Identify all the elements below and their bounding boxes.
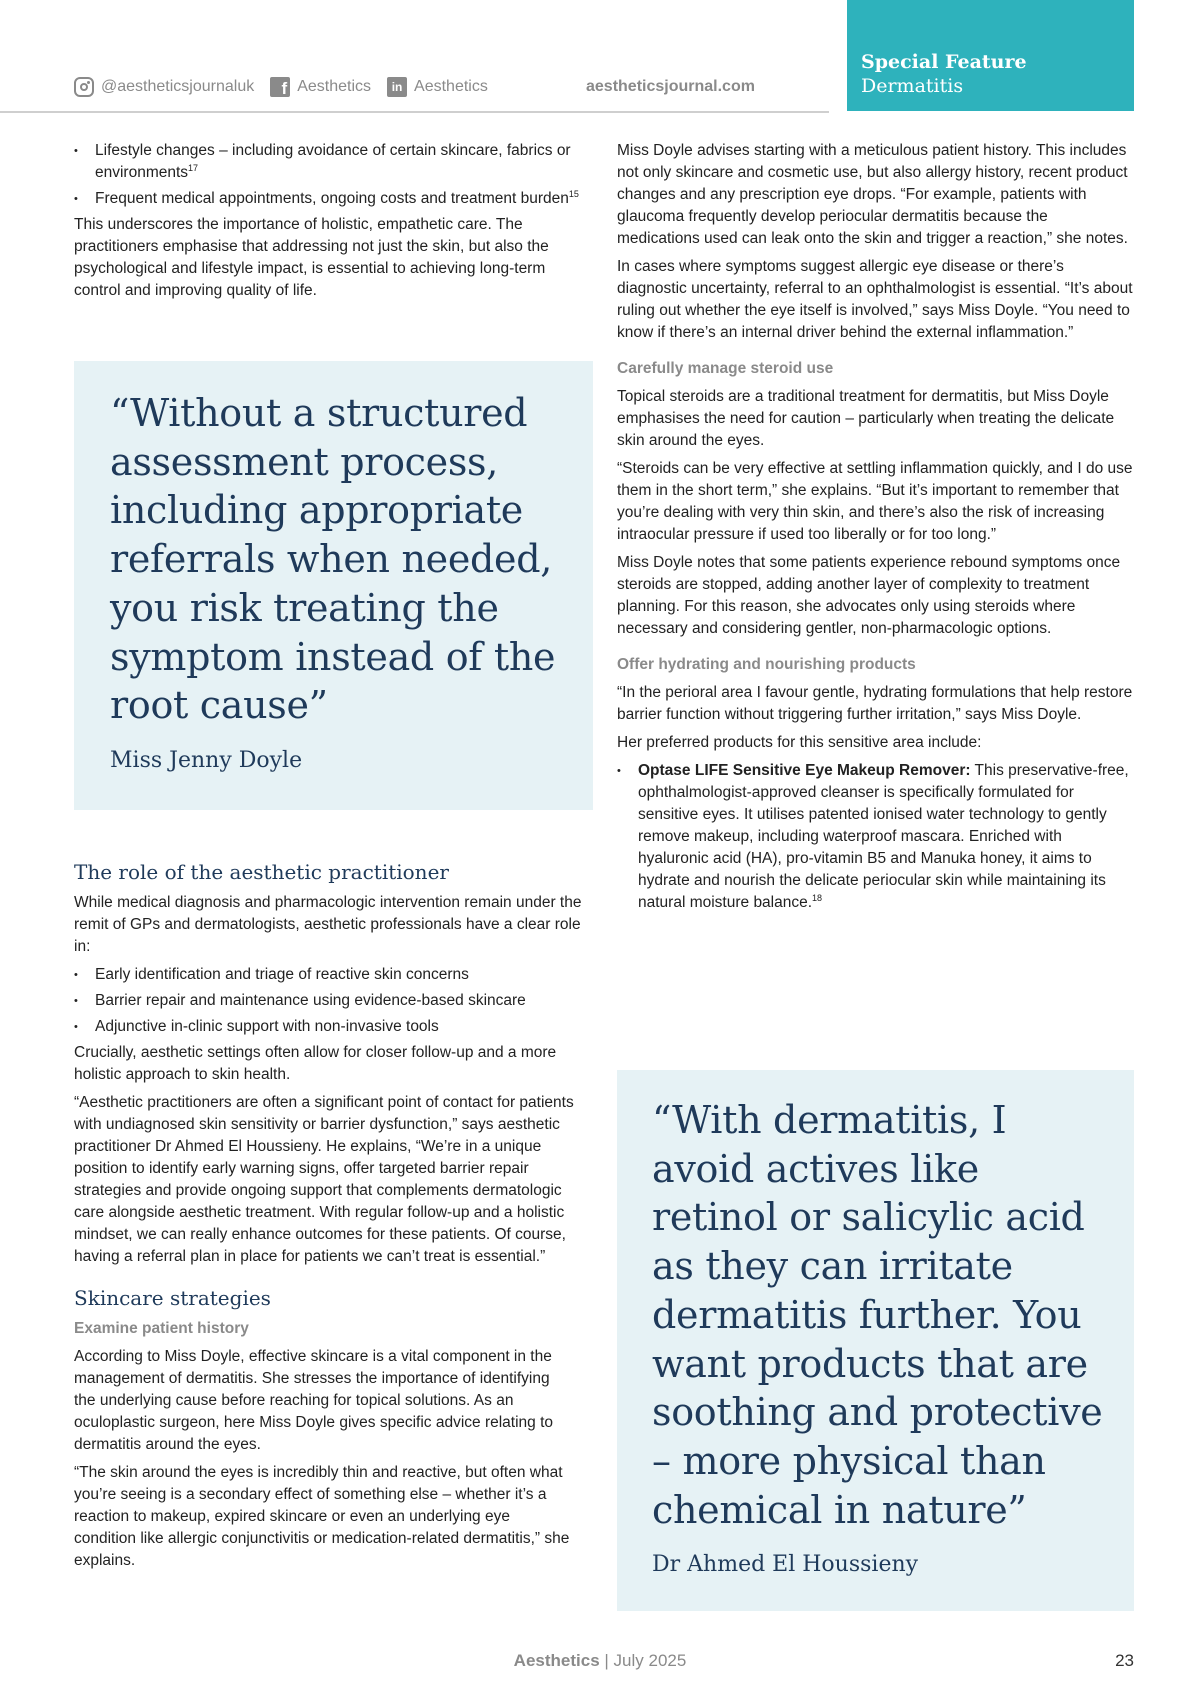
issue-date: July 2025: [613, 1651, 687, 1670]
pull-quote-doyle: [74, 361, 593, 810]
header-divider: [0, 111, 829, 113]
paragraph-crucially: Crucially, aesthetic settings often allow for closer follow-up and a more holistic approach to skin health.: [74, 1044, 557, 1083]
pull-quote-author: Dr Ahmed El Houssieny: [652, 1552, 919, 1578]
paragraph-holistic: This underscores the importance of holistic, empathetic care. The practitioners emphasise that addressing not just the skin, but also the psychological and lifestyle impact, is essential to achieving long-term control and improving quality of life.: [74, 216, 549, 299]
list-item: • Frequent medical appointments, ongoing costs and treatment burden$^{15}$: [74, 188, 589, 210]
feature-topic: Dermatitis: [861, 75, 964, 97]
paragraph-referral: In cases where symptoms suggest allergic eye disease or there’s diagnostic uncertainty, referral to an ophthalmologist is essential. “It’s about ruling out whether the eye itself is involved,” says Miss Doyle. “You need to know if there’s an internal driver behind the external inflammation.”: [617, 258, 1133, 341]
linkedin-handle: Aesthetics: [414, 78, 488, 95]
pull-quote-author: Miss Jenny Doyle: [110, 747, 303, 773]
list-item: • Early identification and triage of reactive skin concerns: [74, 964, 592, 986]
magazine-name: Aesthetics: [513, 1651, 600, 1670]
feature-label: Special Feature: [861, 51, 1027, 73]
list-item: • Adjunctive in-clinic support with non-invasive tools: [74, 1016, 592, 1038]
paragraph-preferred: Her preferred products for this sensitive area include:: [617, 734, 982, 751]
right-column: [617, 140, 1134, 918]
linkedin-link[interactable]: [387, 77, 488, 97]
page-number: 23: [1115, 1651, 1134, 1670]
section-tag: [847, 0, 1134, 111]
paragraph-thin-skin: “The skin around the eyes is incredibly thin and reactive, but often what you’re seeing is a secondary effect of something else – whether it’s a reaction to makeup, expired skincare or even an underlying eye condition like allergic conjunctivitis or medication-related dermatitis,” she explains.: [74, 1464, 570, 1569]
product-name: Optase LIFE Sensitive Eye Makeup Remover:: [638, 762, 971, 779]
instagram-icon: [74, 77, 94, 97]
instagram-handle: @aestheticsjournaluk: [101, 78, 255, 95]
social-links: [74, 76, 504, 98]
impact-list: [74, 140, 589, 210]
facebook-icon: f: [270, 77, 290, 97]
list-item: • Barrier repair and maintenance using evidence-based skincare: [74, 990, 592, 1012]
paragraph-examine: According to Miss Doyle, effective skincare is a vital component in the management of dermatitis. She stresses the importance of identifying the underlying cause before reaching for topical solutions. As an oculoplastic surgeon, here Miss Doyle gives specific advice relating to dermatitis around the eyes.: [74, 1348, 554, 1453]
paragraph-steroid-3: Miss Doyle notes that some patients experience rebound symptoms once steroids are stopped, adding another layer of complexity to treatment planning. For this reason, she advocates only using steroids where necessary and considering gentler, non-pharmacologic options.: [617, 554, 1121, 637]
pull-quote-text: “With dermatitis, I avoid actives like retinol or salicylic acid as they can irritate dermatitis further. You want products that are soothing and protective – more physical than chemical in nature”: [652, 1098, 1103, 1532]
facebook-link[interactable]: [270, 77, 371, 97]
product-item: • Optase LIFE Sensitive Eye Makeup Remover: This preservative-free, ophthalmologist-approved cleanser is specifically formulated for sensitive eyes. It utilises patented ionised water technology to gently remove makeup, including waterproof mascara. Enriched with hyaluronic acid (HA), pro-vitamin B5 and Manuka honey, it aims to hydrate and nourish the delicate periocular skin while maintaining its natural moisture balance.$^{18}$: [617, 760, 1134, 914]
instagram-link[interactable]: [74, 77, 254, 97]
paragraph-steroid-2: “Steroids can be very effective at settling inflammation quickly, and I do use them in the short term,” she explains. “But it’s important to remember that you’re dealing with very thin skin, and there’s also the risk of increasing intraocular pressure if used too liberally or for too long.”: [617, 460, 1133, 543]
pull-quote-houssieny: [617, 1070, 1134, 1611]
paragraph-history: Miss Doyle advises starting with a meticulous patient history. This includes not only skincare and cosmetic use, but also allergy history, recent product changes and any prescription eye drops. “For example, patients with glaucoma frequently develop periocular dermatitis because the medications used can leak onto the skin and trigger a reaction,” she notes.: [617, 142, 1128, 247]
subheading-hydrating: Offer hydrating and nourishing products: [617, 656, 916, 673]
section-heading-skincare: Skincare strategies: [74, 1286, 271, 1310]
subheading-steroid: Carefully manage steroid use: [617, 360, 834, 377]
facebook-handle: Aesthetics: [297, 78, 372, 95]
list-item: • Lifestyle changes – including avoidance of certain skincare, fabrics or environments$^{17}$: [74, 140, 589, 184]
product-description: This preservative-free, ophthalmologist-approved cleanser is specifically formulated for sensitive eyes. It utilises patented ionised water technology to gently remove makeup, including waterproof mascara. Enriched with hyaluronic acid (HA), pro-vitamin B5 and Manuka honey, it aims to hydrate and nourish the delicate periocular skin while maintaining its natural moisture balance.: [638, 762, 1129, 911]
left-column-lower: [74, 858, 592, 1578]
linkedin-icon: in: [387, 77, 407, 97]
product-list: [617, 760, 1134, 914]
paragraph-steroid-1: Topical steroids are a traditional treatment for dermatitis, but Miss Doyle emphasises the need for caution – particularly when treating the delicate skin around the eyes.: [617, 388, 1115, 449]
subheading-examine: Examine patient history: [74, 1320, 249, 1337]
pull-quote-text: “Without a structured assessment process, including appropriate referrals when needed, you risk treating the symptom instead of the root cause”: [110, 391, 556, 728]
paragraph-perioral: “In the perioral area I favour gentle, hydrating formulations that help restore barrier function without triggering further irritation,” says Miss Doyle.: [617, 684, 1133, 723]
website-link[interactable]: aestheticsjournal.com: [586, 78, 755, 95]
footer-issue: Aesthetics | July 2025: [513, 1651, 687, 1670]
paragraph-role: While medical diagnosis and pharmacologic intervention remain under the remit of GPs and dermatologists, aesthetic professionals have a clear role in:: [74, 894, 582, 955]
role-list: [74, 964, 592, 1038]
left-column-top: [74, 140, 589, 308]
paragraph-houssieny: “Aesthetic practitioners are often a significant point of contact for patients with undiagnosed skin sensitivity or barrier dysfunction,” says aesthetic practitioner Dr Ahmed El Houssieny. He explains, “We’re in a unique position to identify early warning signs, offer targeted barrier repair strategies and provide ongoing support that complements dermatologic care alongside aesthetic treatment. With regular follow-up and a holistic mindset, we can really enhance outcomes for these patients. Of course, having a referral plan in place for patients we can’t treat is essential.”: [74, 1094, 574, 1265]
section-heading-role: The role of the aesthetic practitioner: [74, 860, 449, 884]
